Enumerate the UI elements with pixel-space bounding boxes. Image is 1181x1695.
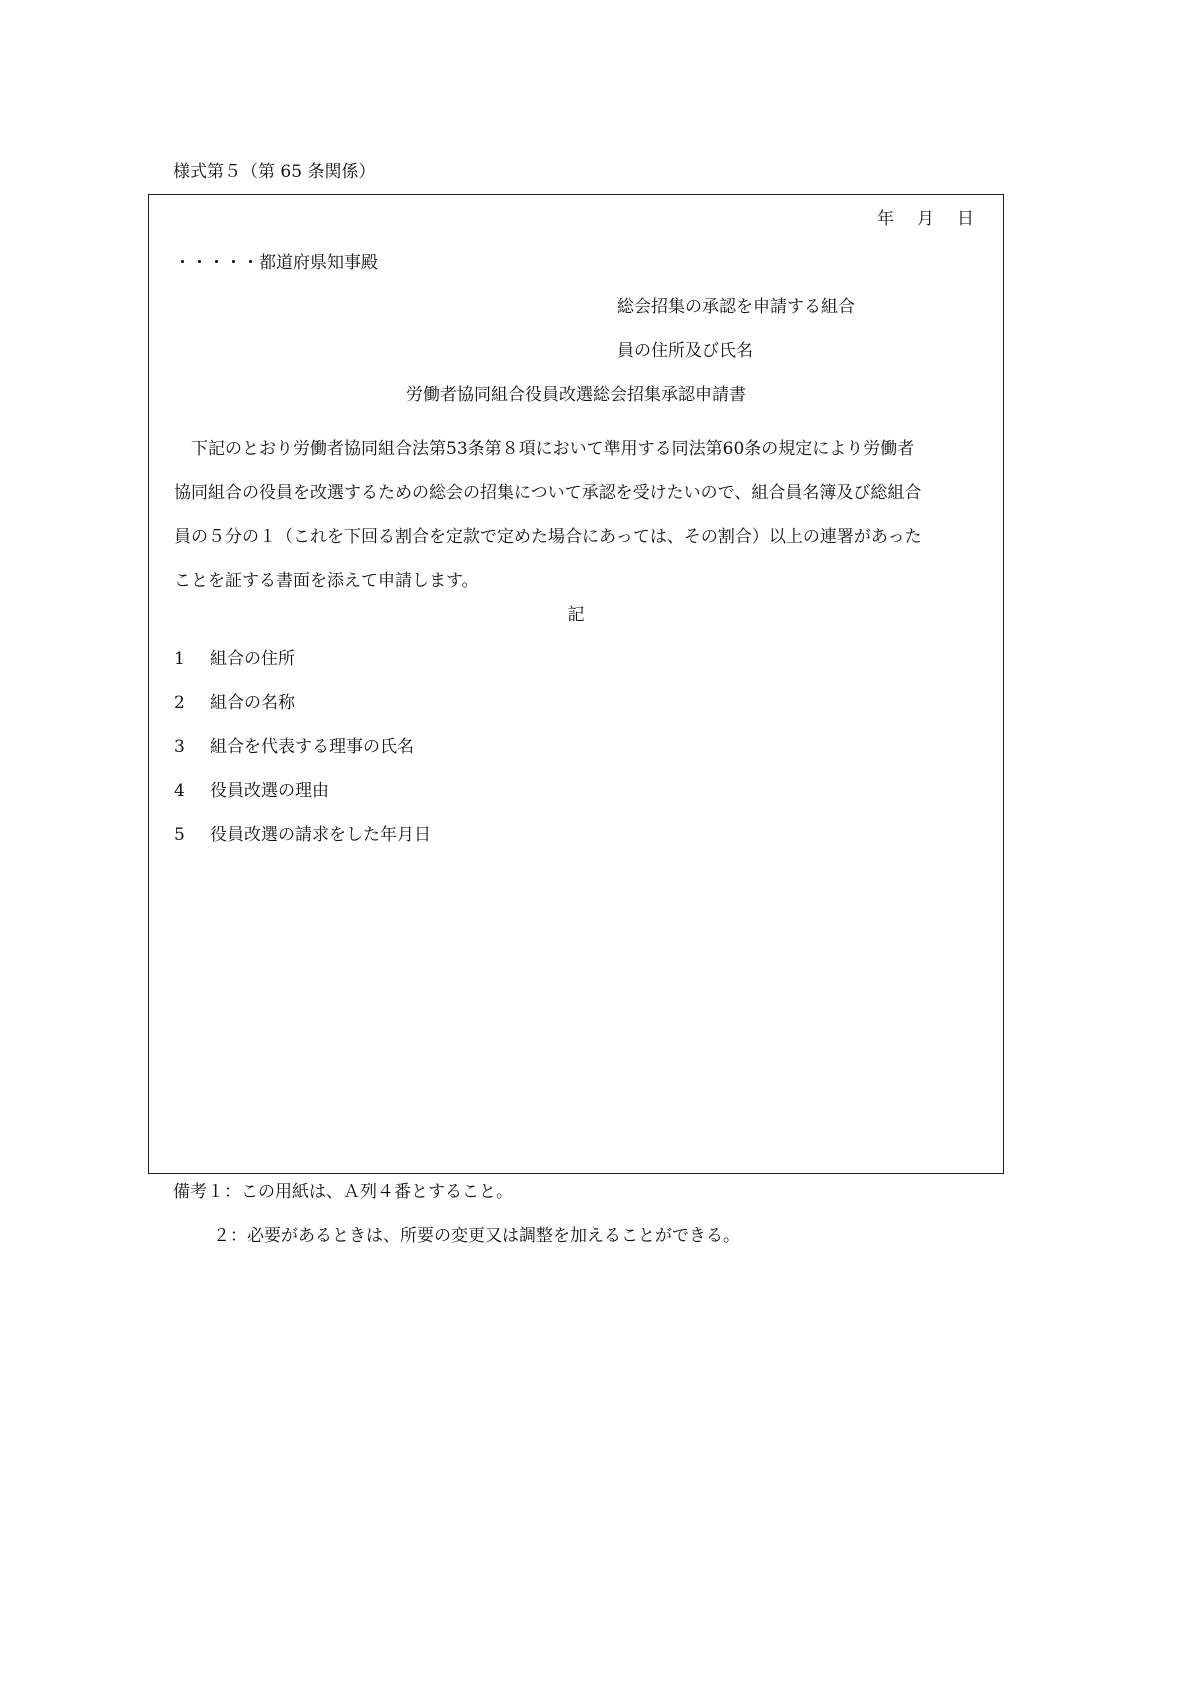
- remark-2: ２：必要があるときは、所要の変更又は調整を加えることができる。: [213, 1226, 740, 1246]
- remark-1: 備考１：この用紙は、Ａ列４番とすること。: [173, 1182, 513, 1202]
- item-number: 4: [174, 781, 185, 801]
- document-title: 労働者協同組合役員改選総会招集承認申請書: [406, 385, 746, 405]
- remarks: [173, 1180, 740, 1268]
- ki-heading: 記: [567, 605, 585, 625]
- list-item: [174, 735, 431, 779]
- item-number: 5: [174, 825, 185, 845]
- date-month: 月: [917, 209, 935, 229]
- item-list: [174, 647, 431, 867]
- form-number-label: 様式第５（第 65 条関係）: [173, 162, 376, 182]
- body-line: 協同組合の役員を改選するための総会の招集について承認を受けたいので、組合員名簿及び総組合: [174, 483, 922, 503]
- date-day: 日: [957, 209, 975, 229]
- date-line: [855, 207, 975, 231]
- item-label: 組合の名称: [210, 693, 295, 713]
- item-label: 役員改選の理由: [210, 781, 329, 801]
- addressee: ・・・・・都道府県知事殿: [174, 253, 378, 273]
- item-number: 1: [174, 649, 185, 669]
- item-number: 2: [174, 693, 185, 713]
- list-item: [174, 779, 431, 823]
- applicant-label-line1: 総会招集の承認を申請する組合: [617, 297, 855, 317]
- body-line: ことを証する書面を添えて申請します。: [174, 571, 479, 591]
- list-item: [174, 691, 431, 735]
- applicant-label-line2: 員の住所及び氏名: [617, 341, 753, 361]
- body-line: 下記のとおり労働者協同組合法第53条第８項において準用する同法第60条の規定により労働者: [174, 439, 915, 459]
- list-item: [174, 823, 431, 867]
- body-line: 員の５分の１（これを下回る割合を定款で定めた場合にあっては、その割合）以上の連署があった: [174, 527, 922, 547]
- item-label: 役員改選の請求をした年月日: [210, 825, 431, 845]
- application-body: [174, 427, 980, 603]
- item-number: 3: [174, 737, 185, 757]
- item-label: 組合の住所: [210, 649, 295, 669]
- item-label: 組合を代表する理事の氏名: [210, 737, 414, 757]
- date-year: 年: [877, 209, 895, 229]
- list-item: [174, 647, 431, 691]
- form-frame: [148, 194, 1004, 1174]
